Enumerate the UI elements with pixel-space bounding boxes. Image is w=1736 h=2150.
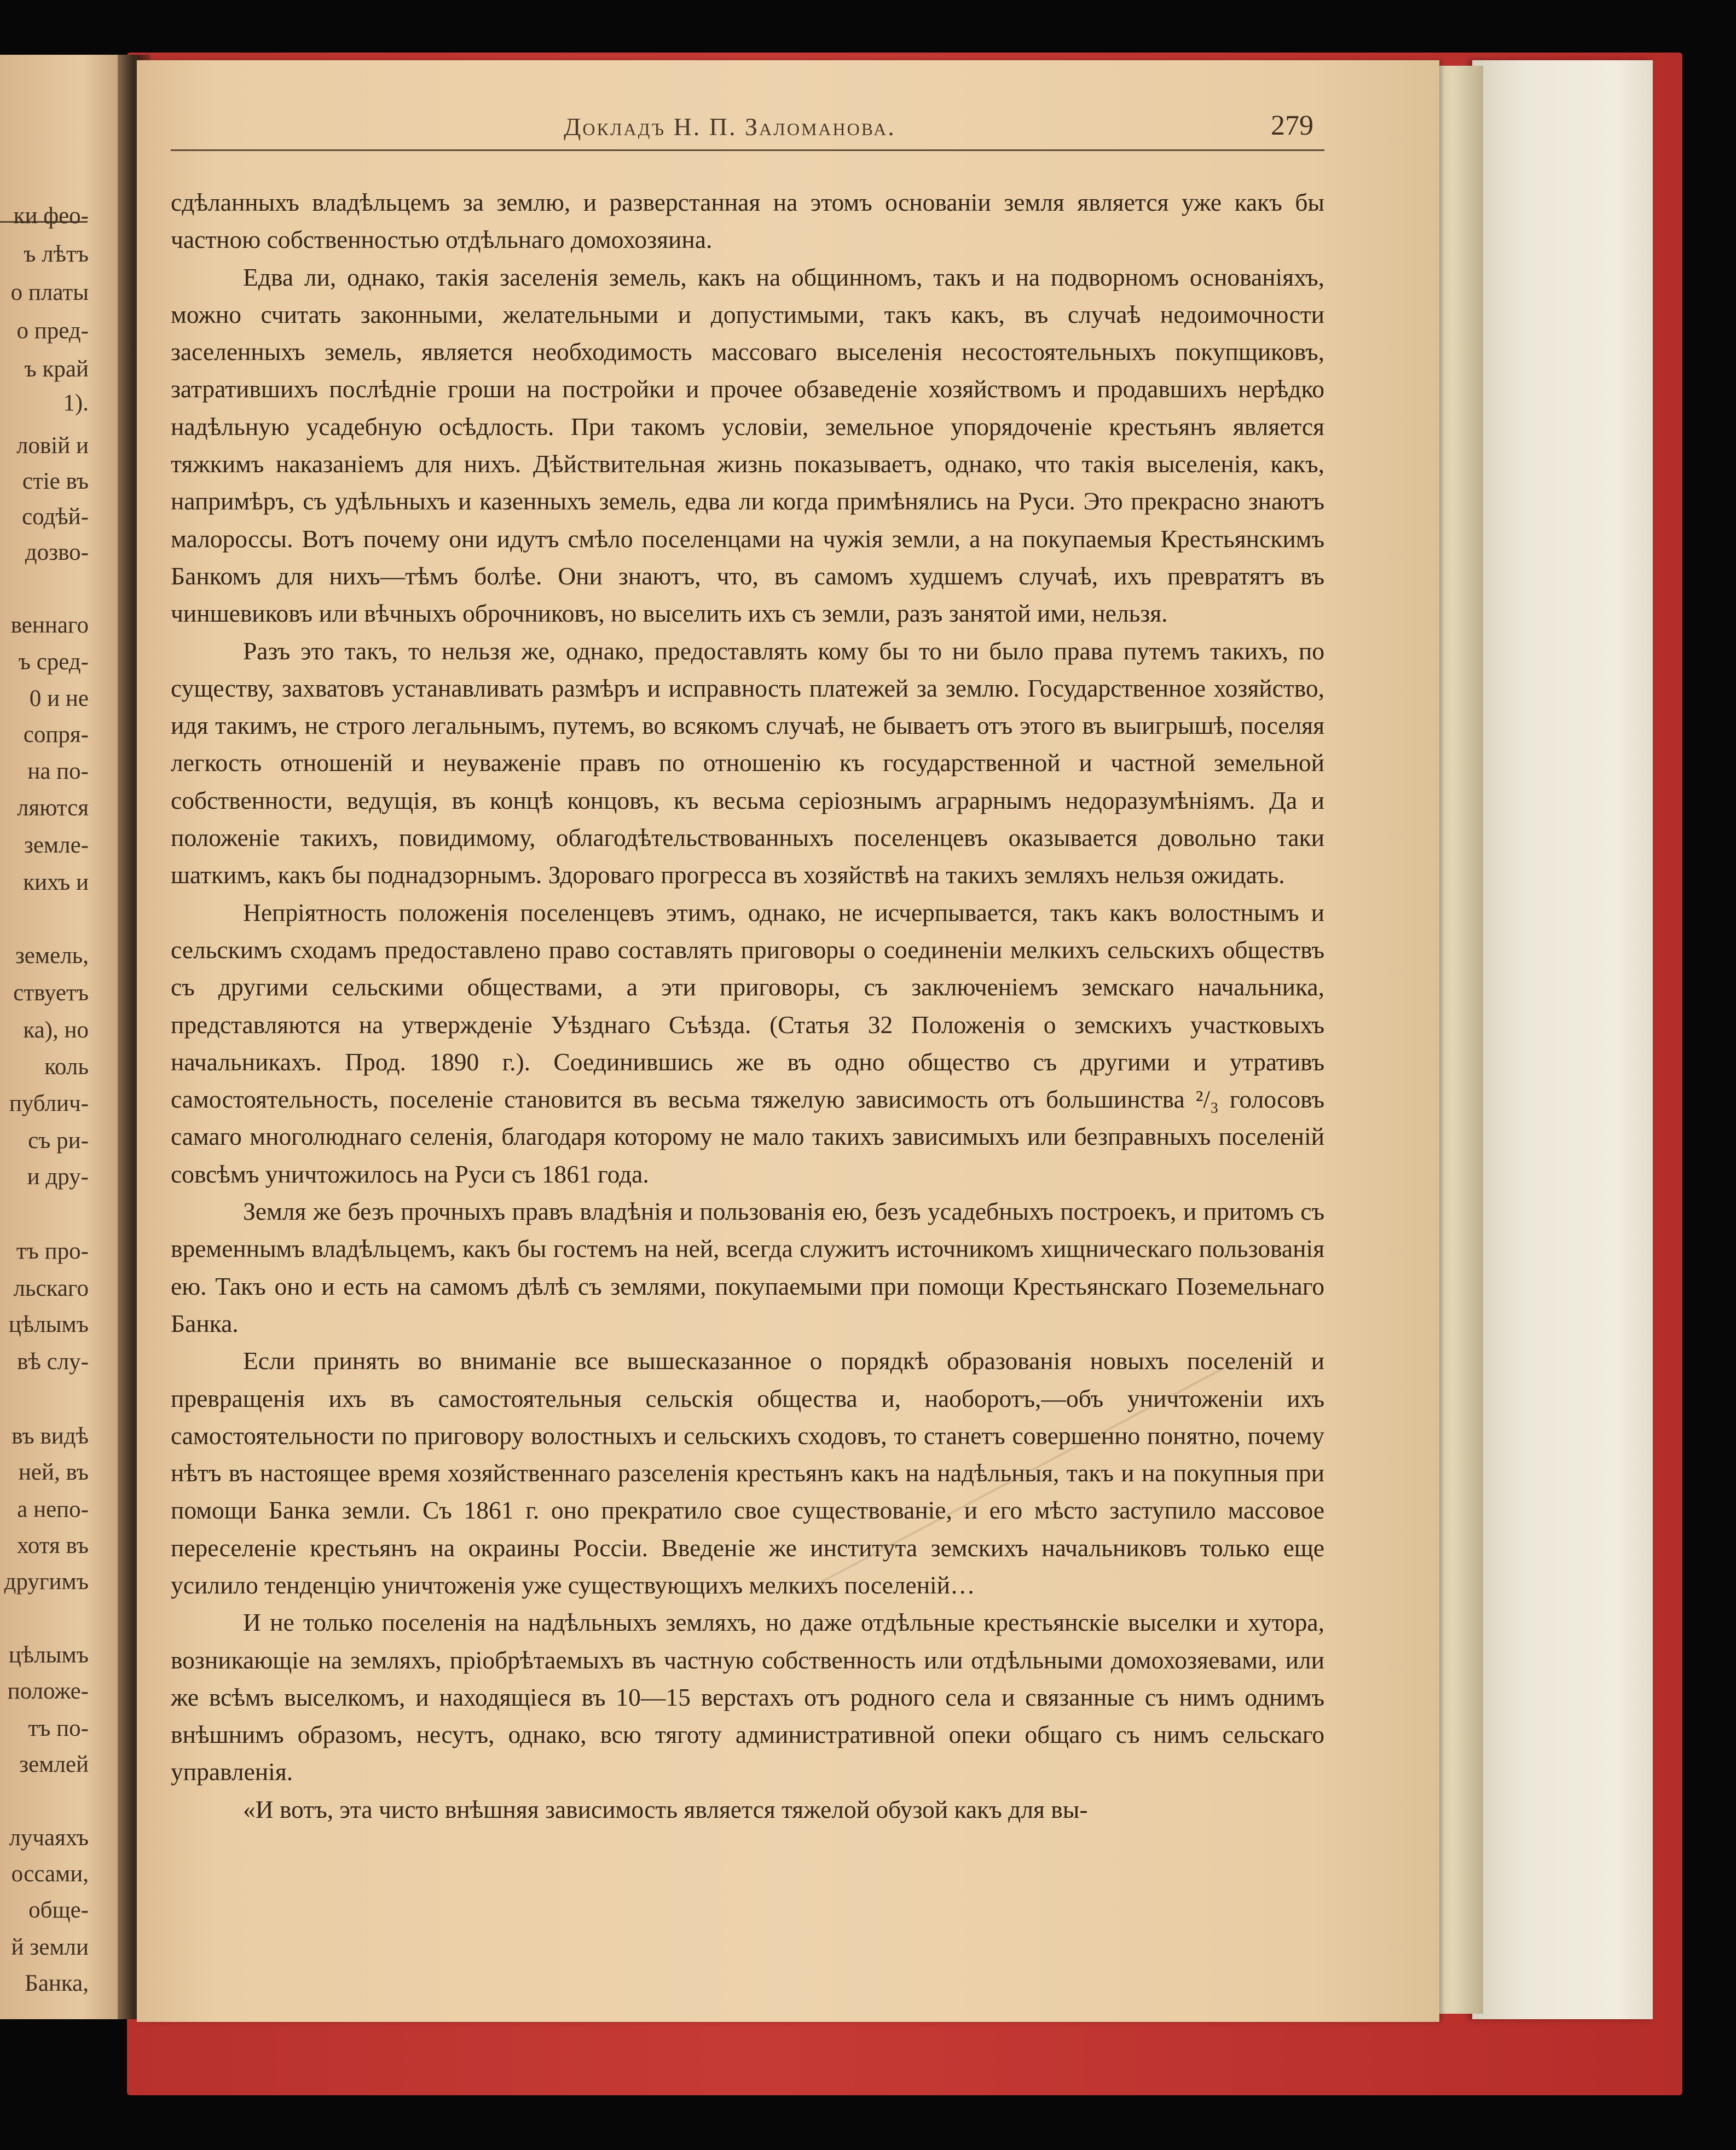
left-page-line: цѣлымъ bbox=[8, 1312, 89, 1337]
left-page-line: положе- bbox=[7, 1678, 89, 1704]
left-page-line: хотя въ bbox=[16, 1533, 89, 1558]
left-page-line: о пред- bbox=[16, 318, 89, 344]
left-page-line: стіе въ bbox=[22, 468, 89, 494]
left-page-line: земель, bbox=[15, 943, 89, 969]
left-page-line: ловій и bbox=[16, 433, 89, 459]
left-page-line: обще- bbox=[28, 1897, 89, 1923]
left-page-line: ки фео- bbox=[13, 203, 89, 229]
left-page-line: Банка, bbox=[25, 1971, 89, 1996]
body-text bbox=[171, 184, 1324, 1828]
paragraph: Если принять во вниманіе все вышесказанное о порядкѣ образованія новыхъ поселеній и превращенія ихъ въ самостоятельныя сельскія общества и, наоборотъ,—объ уничтоженіи ихъ самостоятельности по приговору волостныхъ и сельскихъ сходовъ, то станетъ совершенно понятно, почему нѣтъ въ настоящее время хозяйственнаго разселенія крестьянъ какъ на надѣльныя, такъ и на покупныя при помощи Банка земли. Съ 1861 г. оно прекратило свое существованіе, и его мѣсто заступило массовое переселеніе крестьянъ на окраины Россіи. Введеніе же института земскихъ начальниковъ только еще усилило тенденцію уничтоженія уже существующихъ мелкихъ поселеній… bbox=[171, 1347, 1324, 1599]
left-page-line: содѣй- bbox=[22, 504, 89, 530]
left-page-line: цѣлымъ bbox=[8, 1642, 89, 1668]
left-page-line: въ видѣ bbox=[11, 1423, 89, 1449]
paragraph: сдѣланныхъ владѣльцемъ за землю, и разверстанная на этомъ основаніи земля является уже какъ бы частною собственностью отдѣльнаго домохозяина. bbox=[171, 188, 1324, 254]
left-page-line: оссами, bbox=[11, 1861, 89, 1887]
left-page-line: тъ по- bbox=[28, 1716, 89, 1741]
left-page-line: ляются bbox=[17, 795, 89, 821]
left-page-line: земле- bbox=[24, 832, 89, 858]
left-page-line: й земли bbox=[11, 1934, 89, 1960]
left-page-line: дозво- bbox=[25, 540, 89, 565]
paragraph: Едва ли, однако, такія заселенія земель, какъ на общинномъ, такъ и на подворномъ основаніяхъ, можно считать законными, желательными и допустимыми, такъ какъ, въ случаѣ недоимочности заселенныхъ земель, является необходимость массоваго выселенія несостоятельныхъ покупщиковъ, затратившихъ послѣдніе гроши на постройки и прочее обзаведеніе хозяйствомъ и продавшихъ нерѣдко надѣльную усадебную осѣдлость. При такомъ условіи, земельное упорядоченіе крестьянъ является тяжкимъ наказаніемъ для нихъ. Дѣйствительная жизнь показываетъ, однако, что такія выселенія, какъ, напримѣръ, съ удѣльныхъ и казенныхъ земель, едва ли когда примѣнялись на Руси. Это прекрасно знаютъ малороссы. Вотъ почему они идутъ смѣло поселенцами на чужія земли, а на покупаемыя Крестьянскимъ Банкомъ для нихъ—тѣмъ болѣе. Они знаютъ, что, въ самомъ худшемъ случаѣ, ихъ превратятъ въ чиншевиковъ или вѣчныхъ оброчниковъ, но выселить ихъ съ земли, разъ занятой ими, нельзя. bbox=[171, 263, 1324, 628]
left-page-line: о платы bbox=[10, 280, 89, 305]
left-page-line: кихъ и bbox=[23, 870, 89, 895]
left-page-line: коль bbox=[44, 1054, 89, 1080]
left-page-line: землей bbox=[19, 1752, 89, 1777]
paragraph: И не только поселенія на надѣльныхъ земляхъ, но даже отдѣльные крестьянскіе выселки и хутора, возникающіе на земляхъ, пріобрѣтаемыхъ въ частную собственность или отдѣльными домохозяевами, или же всѣмъ выселкомъ, и находящіеся въ 10—15 верстахъ отъ родного села и связанные съ нимъ однимъ внѣшнимъ образомъ, несутъ, однако, всю тяготу административной опеки общаго съ нимъ сельскаго управленія. bbox=[171, 1608, 1324, 1786]
left-page-line: тъ про- bbox=[16, 1238, 89, 1264]
left-page-line: 0 и не bbox=[29, 686, 89, 711]
left-page bbox=[0, 55, 137, 2019]
paragraph: Непріятность положенія поселенцевъ этимъ, однако, не исчерпывается, такъ какъ волостнымъ и сельскимъ сходамъ предоставлено право составлять приговоры о соединеніи мелкихъ сельскихъ обществъ съ другими сельскими обществами, а эти приговоры, съ заключеніемъ земскаго начальника, представляются на утвержденіе Уѣзднаго Съѣзда. (Статья 32 Положенія о земскихъ участковыхъ начальникахъ. Прод. 1890 г.). Соединившись же въ одно общество съ другими и утративъ самостоятельность, поселеніе становится въ весьма тяжелую зависимость отъ большинства ²/₃ голосовъ самаго многолюднаго селенія, благодаря которому не мало такихъ зависимыхъ или безправныхъ поселеній совсѣмъ уничтожилось на Руси съ 1861 года. bbox=[171, 898, 1324, 1188]
left-page-line: съ ри- bbox=[28, 1128, 89, 1154]
left-page-line: другимъ bbox=[4, 1569, 89, 1595]
header-rule bbox=[171, 149, 1324, 151]
endpaper bbox=[1472, 60, 1653, 2019]
left-page-line: ствуетъ bbox=[13, 980, 89, 1006]
left-page-line: ъ сред- bbox=[18, 649, 89, 675]
left-page-line: ней, въ bbox=[18, 1459, 89, 1485]
left-page-line: ъ край bbox=[24, 356, 89, 382]
left-page-line: ъ лѣтъ bbox=[24, 241, 89, 267]
left-page-line: веннаго bbox=[10, 612, 89, 638]
left-page-line: на по- bbox=[27, 758, 89, 784]
left-page-line: а непо- bbox=[17, 1497, 89, 1522]
left-page-line: сопря- bbox=[23, 722, 89, 747]
left-page-line: лучаяхъ bbox=[9, 1825, 89, 1851]
running-head: Докладъ Н. П. Заломанова. bbox=[564, 113, 896, 141]
paragraph: Разъ это такъ, то нельзя же, однако, предоставлять кому бы то ни было права путемъ такихъ, по существу, захватовъ устанавливать размѣръ и исправность платежей за землю. Государственное хозяйство, идя такимъ, не строго легальнымъ, путемъ, во всякомъ случаѣ, не бываетъ отъ этого въ выигрышѣ, поселяя легкость отношеній и неуваженіе правъ по отношенію къ государственной и частной земельной собственности, ведущія, въ концѣ концовъ, къ весьма серіознымъ аграрнымъ недоразумѣніямъ. Да и положеніе такихъ, повидимому, облагодѣтельствованныхъ поселенцевъ оказывается довольно таки шаткимъ, какъ бы поднадзорнымъ. Здороваго прогресса въ хозяйствѣ на такихъ земляхъ нельзя ожидать. bbox=[171, 636, 1324, 889]
left-page-line: вѣ слу- bbox=[17, 1349, 89, 1375]
page-number: 279 bbox=[1271, 110, 1313, 141]
left-page-line: 1). bbox=[63, 390, 89, 416]
left-page-line: ка), но bbox=[23, 1017, 89, 1043]
paragraph: Земля же безъ прочныхъ правъ владѣнія и пользованія ею, безъ усадебныхъ построекъ, и притомъ съ временнымъ владѣльцемъ, какъ бы гостемъ на ней, всегда служитъ источникомъ хищническаго пользованія ею. Такъ оно и есть на самомъ дѣлѣ съ землями, покупаемыми при помощи Крестьянскаго Поземельнаго Банка. bbox=[171, 1197, 1324, 1337]
left-page-line: и дру- bbox=[27, 1164, 89, 1190]
paragraph: «И вотъ, эта чисто внѣшняя зависимость является тяжелой обузой какъ для вы- bbox=[243, 1795, 1088, 1823]
left-page-line: публич- bbox=[9, 1091, 89, 1116]
left-page-line: льскаго bbox=[13, 1276, 89, 1301]
